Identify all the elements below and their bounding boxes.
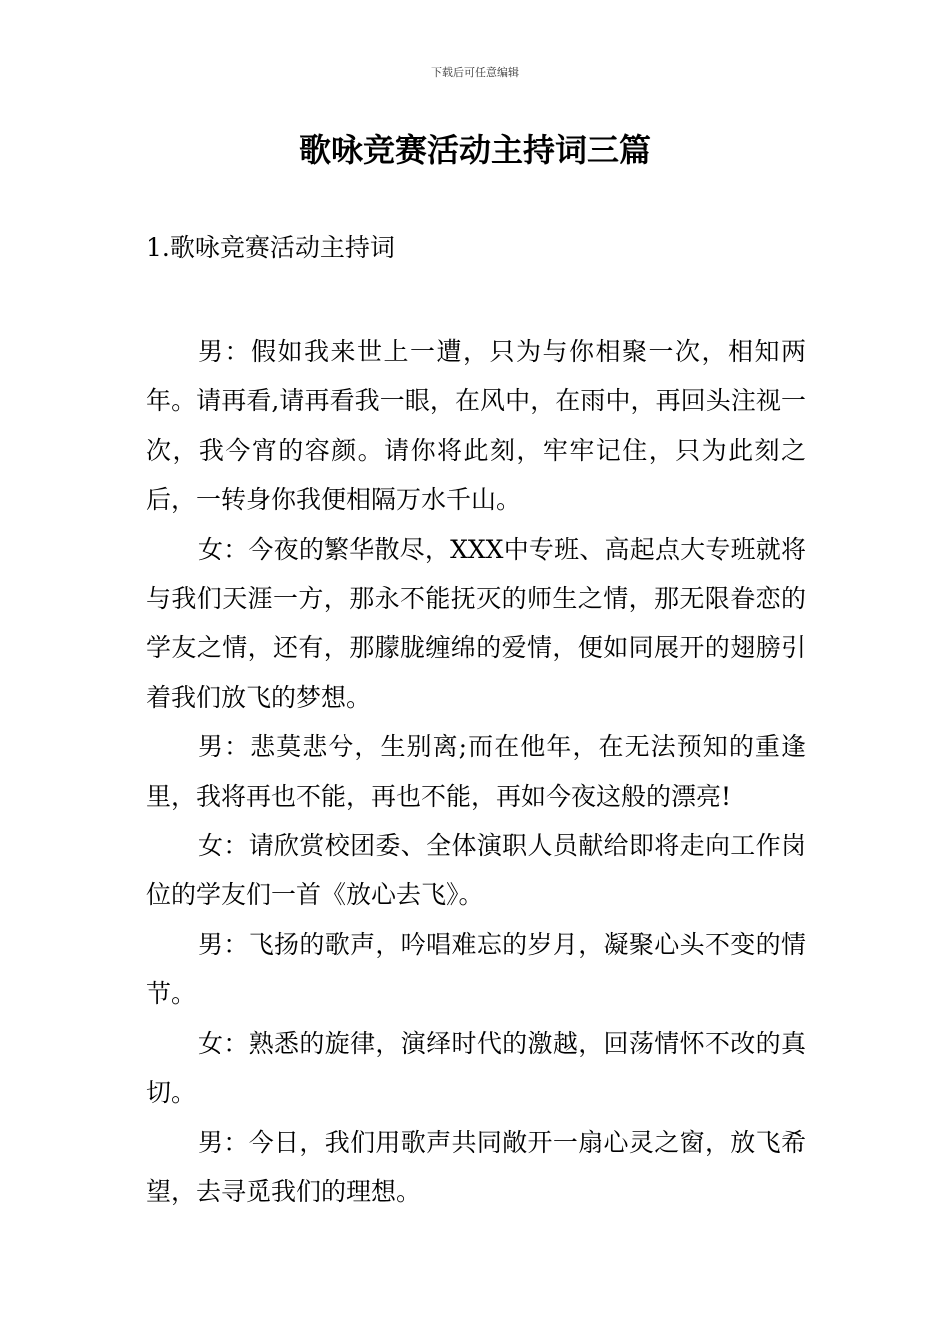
paragraph-female-1: 女：今夜的繁华散尽，XXX中专班、高起点大专班就将与我们天涯一方，那永不能抚灭的师生之情，那无限眷恋的学友之情，还有，那朦胧缠绵的爱情，便如同展开的翅膀引着我们放飞的梦想。 — [146, 534, 806, 712]
body-text — [146, 327, 806, 1216]
document-title: 歌咏竞赛活动主持词三篇 — [298, 131, 651, 169]
paragraph-female-3: 女：熟悉的旋律，演绎时代的激越，回荡情怀不改的真切。 — [146, 1028, 806, 1108]
paragraph-male-4: 男：今日，我们用歌声共同敞开一扇心灵之窗，放飞希望，去寻觅我们的理想。 — [146, 1127, 806, 1206]
paragraph-male-3: 男：飞扬的歌声，吟唱难忘的岁月，凝聚心头不变的情节。 — [146, 929, 806, 1009]
header-note: 下载后可任意编辑 — [431, 66, 519, 79]
paragraph-male-1: 男：假如我来世上一遭，只为与你相聚一次，相知两年。请再看,请再看我一眼，在风中，在雨中，再回头注视一次，我今宵的容颜。请你将此刻，牢牢记住，只为此刻之后，一转身你我便相隔万水千山。 — [146, 337, 806, 515]
paragraph-male-2: 男：悲莫悲兮，生别离;而在他年，在无法预知的重逢里，我将再也不能，再也不能，再如今夜这般的漂亮! — [146, 732, 806, 811]
section-heading: 1.歌咏竞赛活动主持词 — [146, 233, 395, 262]
paragraph-female-2: 女：请欣赏校团委、全体演职人员献给即将走向工作岗位的学友们一首《放心去飞》。 — [146, 831, 806, 910]
